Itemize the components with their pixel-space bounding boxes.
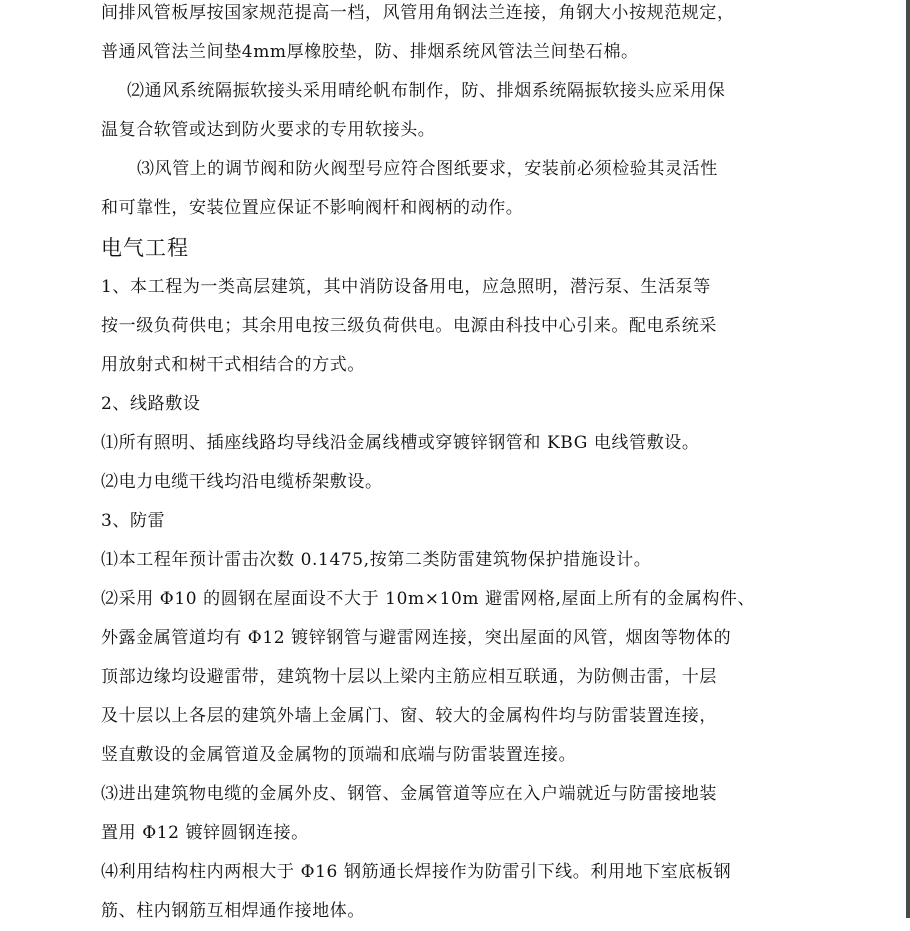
text-line: ⑴本工程年预计雷击次数 0.1475,按第二类防雷建筑物保护措施设计。: [101, 550, 652, 570]
text-line: ⑶进出建筑物电缆的金属外皮、钢管、金属管道等应在入户端就近与防雷接地装: [101, 784, 717, 804]
section-heading: 电气工程: [101, 236, 189, 260]
document-page: [101, 0, 781, 931]
scrollbar[interactable]: [906, 0, 910, 918]
text-line: 及十层以上各层的建筑外墙上金属门、窗、较大的金属构件均与防雷装置连接，: [101, 706, 717, 726]
text-line: 温复合软管或达到防火要求的专用软接头。: [101, 120, 436, 140]
text-line: 按一级负荷供电；其余用电按三级负荷供电。电源由科技中心引来。配电系统采: [101, 316, 717, 336]
text-line: ⑷利用结构柱内两根大于 Φ16 钢筋通长焊接作为防雷引下线。利用地下室底板钢: [101, 862, 732, 882]
text-line: ⑵电力电缆干线均沿电缆桥架敷设。: [101, 472, 383, 492]
text-line: 1、本工程为一类高层建筑，其中消防设备用电，应急照明，潜污泵、生活泵等: [101, 277, 711, 297]
text-line: 置用 Φ12 镀锌圆钢连接。: [101, 823, 309, 843]
text-line: 竖直敷设的金属管道及金属物的顶端和底端与防雷装置连接。: [101, 745, 577, 765]
text-line: 顶部边缘均设避雷带，建筑物十层以上梁内主筋应相互联通，为防侧击雷，十层: [101, 667, 717, 687]
text-line: ⑶风管上的调节阀和防火阀型号应符合图纸要求，安装前必须检验其灵活性: [137, 159, 718, 179]
text-line: 和可靠性，安装位置应保证不影响阀杆和阀柄的动作。: [101, 198, 524, 218]
text-line: 外露金属管道均有 Φ12 镀锌钢管与避雷网连接，突出屋面的风管，烟囱等物体的: [101, 628, 732, 648]
text-line: 间排风管板厚按国家规范提高一档，风管用角钢法兰连接，角钢大小按规范规定，: [101, 3, 735, 23]
subsection-title: 2、线路敷设: [101, 394, 201, 414]
text-line: ⑵采用 Φ10 的圆钢在屋面设不大于 10m×10m 避雷网格,屋面上所有的金属构件、: [101, 589, 756, 609]
text-line: 普通风管法兰间垫4mm厚橡胶垫，防、排烟系统风管法兰间垫石棉。: [101, 42, 639, 62]
text-line: ⑴所有照明、插座线路均导线沿金属线槽或穿镀锌钢管和 KBG 电线管敷设。: [101, 433, 700, 453]
text-line: 用放射式和树干式相结合的方式。: [101, 355, 365, 375]
subsection-title: 3、防雷: [101, 511, 166, 531]
text-line: 筋、柱内钢筋互相焊通作接地体。: [101, 901, 365, 921]
text-line: ⑵通风系统隔振软接头采用晴纶帆布制作，防、排烟系统隔振软接头应采用保: [127, 81, 726, 101]
